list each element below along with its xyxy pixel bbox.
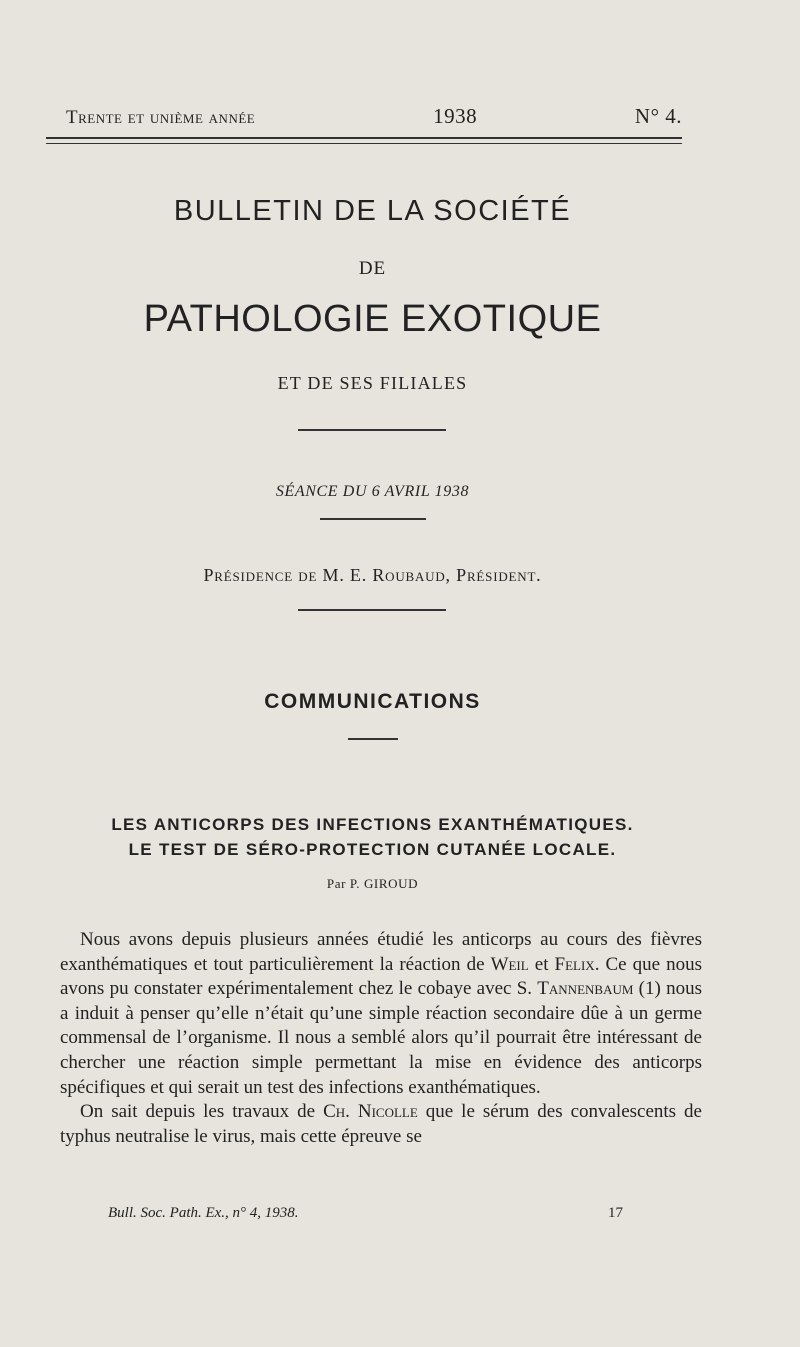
article-author: Par P. GIROUD — [326, 876, 419, 891]
masthead-title: PATHOLOGIE EXOTIQUE — [143, 298, 602, 340]
article-body — [60, 928, 702, 1149]
section-rule — [348, 738, 398, 740]
author-ref-felix: Felix — [554, 953, 595, 975]
running-head — [66, 104, 682, 129]
author-ref-tannenbaum: Tannenbaum — [537, 978, 634, 1000]
author-ref-nicolle: Ch. Nicolle — [323, 1101, 418, 1123]
paragraph-2 — [60, 1100, 702, 1149]
seance-rule — [320, 518, 426, 520]
journal-citation: Bull. Soc. Path. Ex., n° 4, 1938. — [108, 1205, 299, 1221]
header-double-rule — [46, 137, 682, 144]
article-title — [0, 812, 745, 862]
masthead-line1: BULLETIN DE LA SOCIÉTÉ — [173, 195, 572, 227]
p1-text-d: (1) nous a induit à penser qu’elle n’était qu’une simple réaction secondaire dûe à un germe commensal de l’organisme. Il nous a semblé alors qu’il pourrait être intéressant de chercher une réaction simple permettant la mise en évidence des anticorps spécifiques et qui serait un test des infections exanthématiques. — [60, 978, 702, 1098]
presidence-suffix: , Président. — [445, 565, 542, 585]
seance-date: SÉANCE DU 6 AVRIL 1938 — [275, 483, 470, 500]
p1-text-b: et — [528, 953, 555, 975]
issue-number: N° 4. — [634, 104, 682, 128]
presidence-line — [0, 565, 745, 586]
page-footer — [108, 1205, 623, 1222]
masthead-subtitle: ET DE SES FILIALES — [277, 373, 468, 393]
author-ref-weil: Weil — [490, 953, 529, 975]
masthead-rule — [298, 429, 446, 431]
presidence-prefix: Présidence de M. E. — [203, 565, 373, 585]
p1-text-a: Nous avons depuis plusieurs années étudié les anticorps au cours des fièvres exanthématiques et tout particulièrement la réaction de — [60, 929, 702, 975]
volume-year-label: Trente et unième année — [66, 107, 256, 128]
article-title-line2: LE TEST DE SÉRO-PROTECTION CUTANÉE LOCALE. — [128, 840, 617, 859]
president-name: Roubaud — [372, 565, 446, 585]
page-number: 17 — [608, 1205, 623, 1221]
paragraph-1 — [60, 928, 702, 1100]
section-heading: COMMUNICATIONS — [264, 690, 481, 713]
article-title-line1: LES ANTICORPS DES INFECTIONS EXANTHÉMATIQUES. — [111, 815, 634, 834]
masthead-de: DE — [358, 258, 387, 279]
p2-text-b: que le sérum des convalescents de typhus neutralise le virus, mais cette épreuve se — [60, 1101, 702, 1147]
publication-year: 1938 — [433, 104, 478, 128]
p2-text-a: On sait depuis les travaux de — [80, 1101, 324, 1123]
presidence-rule — [298, 609, 446, 611]
p1-text-c: . Ce que nous avons pu constater expérimentalement chez le cobaye avec S. — [60, 953, 702, 1000]
